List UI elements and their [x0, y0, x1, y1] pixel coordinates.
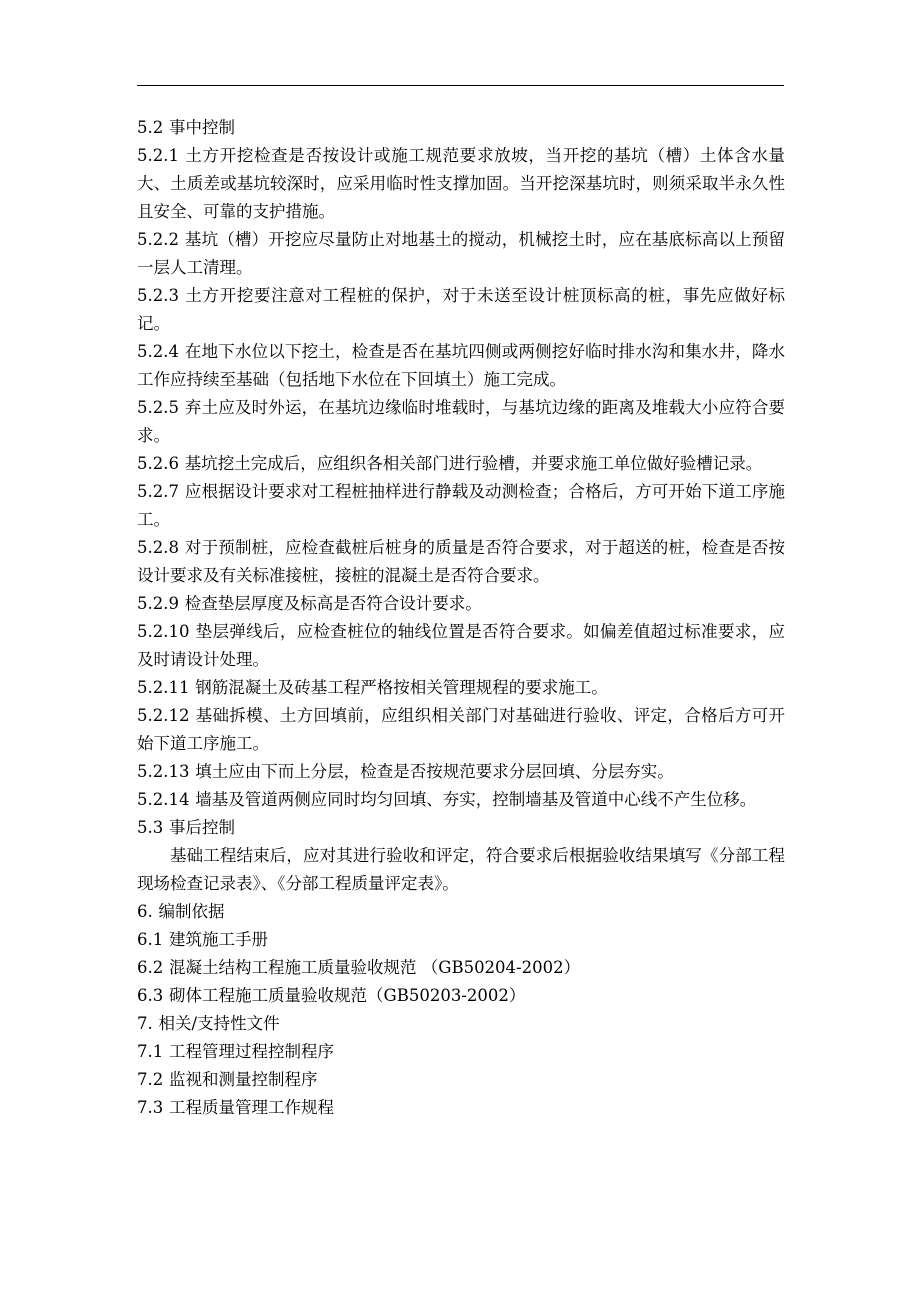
clause-paragraph: 5.2.8 对于预制桩，应检查截桩后桩身的质量是否符合要求，对于超送的桩，检查是否按设计要求及有关标准接桩，接桩的混凝土是否符合要求。 — [137, 538, 785, 585]
clause-paragraph: 5.2.14 墙基及管道两侧应同时均匀回填、夯实，控制墙基及管道中心线不产生位移。 — [137, 790, 757, 809]
section-heading: 6. 编制依据 — [137, 902, 225, 921]
related-document-item: 7.3 工程质量管理工作规程 — [137, 1098, 335, 1117]
document-body — [137, 114, 785, 1122]
clause-paragraph: 5.2.1 土方开挖检查是否按设计或施工规范要求放坡，当开挖的基坑（槽）土体含水量大、土质差或基坑较深时，应采用临时性支撑加固。当开挖深基坑时，则须采取半永久性且安全、可靠的支护措施。 — [137, 146, 785, 221]
clause-paragraph: 5.2.11 钢筋混凝土及砖基工程严格按相关管理规程的要求施工。 — [137, 678, 608, 697]
clause-paragraph: 5.2.9 检查垫层厚度及标高是否符合设计要求。 — [137, 594, 482, 613]
clause-paragraph: 5.2.6 基坑挖土完成后，应组织各相关部门进行验槽，并要求施工单位做好验槽记录。 — [137, 454, 763, 473]
body-paragraph: 基础工程结束后，应对其进行验收和评定，符合要求后根据验收结果填写《分部工程现场检查记录表》、《分部工程质量评定表》。 — [137, 846, 785, 893]
related-document-item: 7.1 工程管理过程控制程序 — [137, 1042, 335, 1061]
clause-paragraph: 5.2.5 弃土应及时外运，在基坑边缘临时堆载时，与基坑边缘的距离及堆载大小应符合要求。 — [137, 398, 785, 445]
clause-paragraph: 5.2.3 土方开挖要注意对工程桩的保护，对于未送至设计桩顶标高的桩，事先应做好标记。 — [137, 286, 785, 333]
clause-paragraph: 5.2.7 应根据设计要求对工程桩抽样进行静载及动测检查；合格后，方可开始下道工序施工。 — [137, 482, 785, 529]
clause-paragraph: 5.2.10 垫层弹线后，应检查桩位的轴线位置是否符合要求。如偏差值超过标准要求，应及时请设计处理。 — [137, 622, 785, 669]
related-document-item: 7.2 监视和测量控制程序 — [137, 1070, 318, 1089]
section-heading: 5.2 事中控制 — [137, 118, 236, 137]
clause-paragraph: 5.2.12 基础拆模、土方回填前，应组织相关部门对基础进行验收、评定，合格后方可开始下道工序施工。 — [137, 706, 785, 753]
clause-paragraph: 5.2.4 在地下水位以下挖土，检查是否在基坑四侧或两侧挖好临时排水沟和集水井，降水工作应持续至基础（包括地下水位在下回填土）施工完成。 — [137, 342, 785, 389]
reference-item: 6.2 混凝土结构工程施工质量验收规范 （GB50204-2002） — [137, 958, 581, 977]
reference-item: 6.1 建筑施工手册 — [137, 930, 269, 949]
clause-paragraph: 5.2.2 基坑（槽）开挖应尽量防止对地基土的搅动，机械挖土时，应在基底标高以上预留一层人工清理。 — [137, 230, 785, 277]
section-heading: 7. 相关/支持性文件 — [137, 1014, 280, 1033]
section-heading: 5.3 事后控制 — [137, 818, 236, 837]
clause-paragraph: 5.2.13 填土应由下而上分层，检查是否按规范要求分层回填、分层夯实。 — [137, 762, 674, 781]
reference-item: 6.3 砌体工程施工质量验收规范（GB50203-2002） — [137, 986, 526, 1005]
header-divider — [137, 85, 784, 86]
